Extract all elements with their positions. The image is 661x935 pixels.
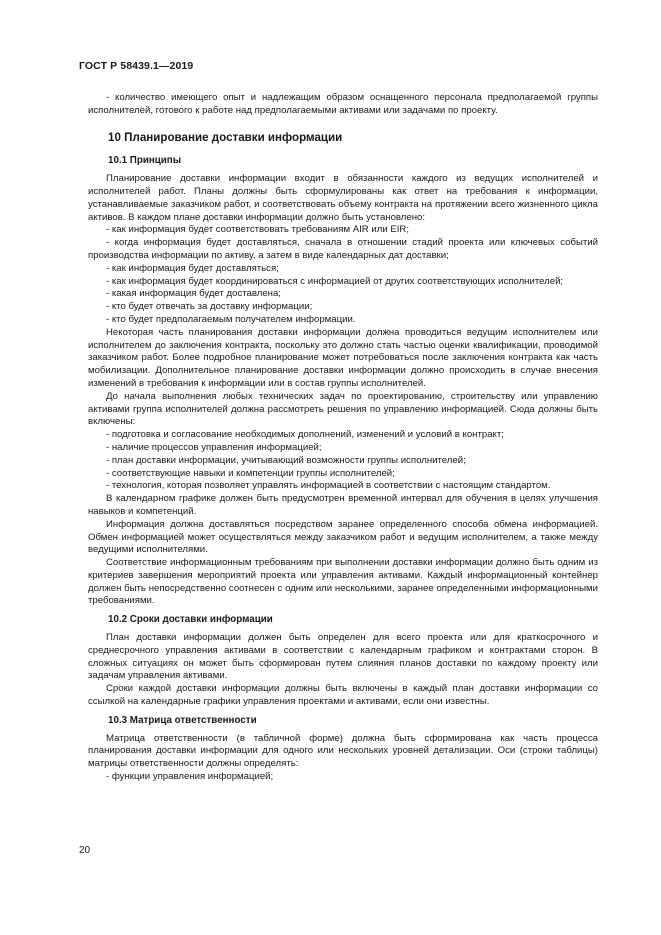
subsection-10-2-title: 10.2 Сроки доставки информации [108,614,273,626]
bullet-item: - технология, которая позволяет управлять информацией в соответствии с настоящим стандартом. [106,480,551,492]
subsection-10-1-title: 10.1 Принципы [108,155,182,167]
paragraph: Сроки каждой доставки информации должны быть включены в каждый план доставки информации со ссылкой на календарные графики управления проектами и активами, если они известны. [88,683,598,708]
paragraph: Планирование доставки информации входит в обязанности каждого из ведущих исполнителей и исполнителей работ. Планы должны быть сформулированы как ответ на требования к информации, устанавливаемые заказчиком работ, и соответствовать объему контракта на протяжении всего жизненного цикла активов. В каждом плане доставки информации должно быть установлено: [88,173,598,223]
bullet-item: - кто будет предполагаемым получателем информации. [106,313,356,325]
bullet-item: - как информация будет доставляться; [106,262,279,274]
bullet-item: - какая информация будет доставлена; [106,288,281,300]
subsection-10-3-title: 10.3 Матрица ответственности [108,714,257,726]
bullet-item: - подготовка и согласование необходимых дополнений, изменений и условий в контракт; [106,429,504,441]
paragraph: План доставки информации должен быть определен для всего проекта или для краткосрочного и среднесрочного управления активами в соответствии с календарным графиком и контрактами сторон. В сложных ситуациях он может быть сформирован путем слияния планов доставки по каждому проекту или задачам управления активами. [88,632,598,682]
bullet-item: - когда информация будет доставляться, сначала в отношении стадий проекта или ключевых событий производства информации по активу, а затем в виде календарных дат доставки; [88,237,598,261]
bullet-item: - как информация будет соответствовать требованиям AIR или EIR; [106,224,410,236]
document-body [88,92,598,784]
section-10-title: 10 Планирование доставки информации [108,130,343,144]
bullet-item: - наличие процессов управления информацией; [106,441,322,453]
bullet-item: - план доставки информации, учитывающий возможности группы исполнителей; [106,454,466,466]
bullet-item: - функции управления информацией; [106,771,274,783]
paragraph: Информация должна доставляться посредством заранее определенного способа обмена информацией. Обмен информацией может осуществляться между заказчиком работ и ведущим исполнителем, а также между ведущими исполнителями. [88,518,598,556]
bullet-item: - как информация будет координироваться с информацией от других соответствующих исполнителей; [106,275,564,287]
bullet-item: - соответствующие навыки и компетенции группы исполнителей; [106,467,395,479]
paragraph: Соответствие информационным требованиям при выполнении доставки информации должно быть одним из критериев завершения мероприятий проекта или управления активами. Каждый информационный контейнер должен быть непосредственно соотнесен с одним или несколькими, заранее определенными информационными требованиями. [88,557,598,607]
paragraph: В календарном графике должен быть предусмотрен временной интервал для обучения в целях улучшения навыков и компетенций. [88,493,598,517]
paragraph: Некоторая часть планирования доставки информации должна проводиться ведущим исполнителем или исполнителем до заключения контракта, поскольку это должно стать частью оценки квалификации, проводимой заказчиком работ. Более подробное планирование может потребоваться после заключения контракта как часть мобилизации. Дополнительное планирование доставки информации должно происходить в случае внесения изменений в требования к информации или в состав группы исполнителей. [88,326,598,389]
paragraph: До начала выполнения любых технических задач по проектированию, строительству или управлению активами группа исполнителей должна рассмотреть решения по управлению информацией. Сюда должны быть включены: [88,390,598,428]
bullet-item: - кто будет отвечать за доставку информации; [106,301,313,313]
paragraph: Матрица ответственности (в табличной форме) должна быть сформирована как часть процесса планирования доставки информации для одного или нескольких уровней детализации. Оси (строки таблицы) матрицы ответственности должны определять: [88,732,598,770]
bullet-item: - количество имеющего опыт и надлежащим образом оснащенного персонала предполагаемой группы исполнителей, готового к работе над предполагаемыми активами или задачами по проекту. [88,92,598,116]
document-header: ГОСТ Р 58439.1—2019 [79,60,194,72]
page-number: 20 [79,845,91,856]
